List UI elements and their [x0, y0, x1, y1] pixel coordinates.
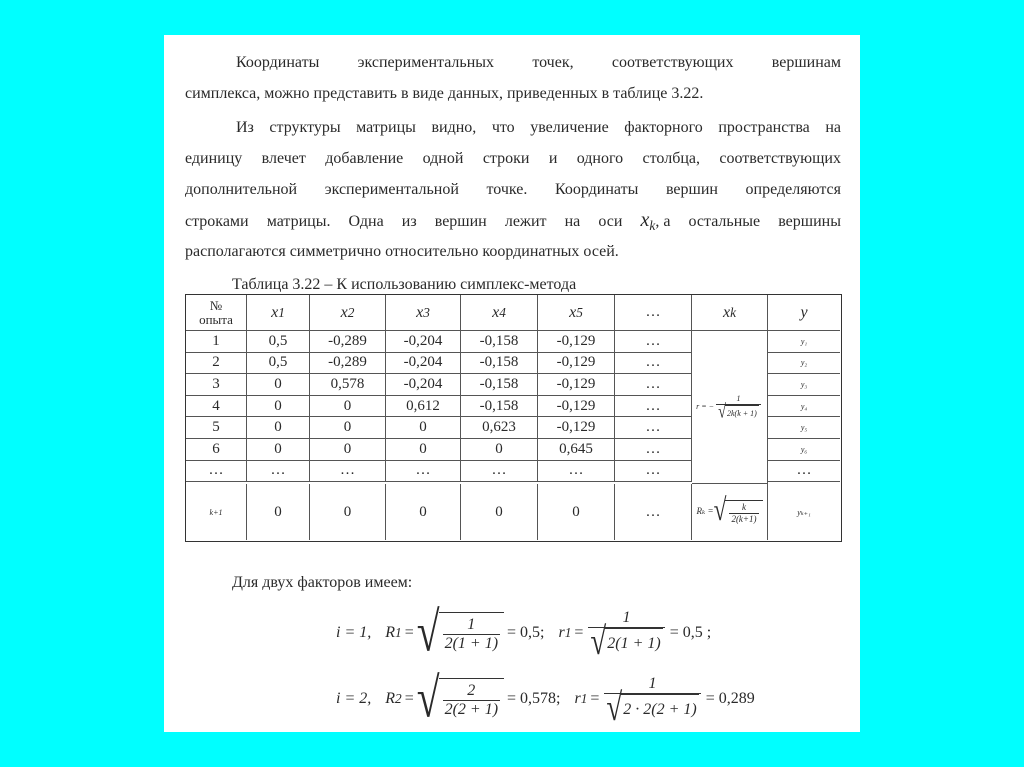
axis-xk — [641, 210, 671, 236]
ellipsis-cell: … — [615, 353, 692, 375]
table-cell: 0 — [310, 417, 386, 439]
word: видно, — [431, 119, 477, 136]
row-number-cell: 1 — [186, 331, 247, 353]
y-response-cell: y₅ — [768, 417, 840, 439]
header-var-sub: 2 — [347, 304, 355, 320]
table-cell: -0,158 — [461, 331, 538, 353]
header-xk — [692, 295, 768, 331]
header-y: y — [768, 295, 840, 331]
word: остальные — [688, 213, 761, 230]
word: и — [548, 150, 558, 167]
table-cell: -0,158 — [461, 353, 538, 375]
row-number-cell: … — [186, 461, 247, 483]
header-x5 — [538, 295, 615, 331]
header-var: x — [416, 303, 424, 321]
table-cell: 0,578 — [310, 374, 386, 396]
word: экспериментальных — [357, 54, 495, 71]
word: на — [564, 213, 581, 230]
R-formula — [696, 492, 762, 529]
R-formula-fraction — [729, 503, 758, 524]
last-row-x1: 0 — [247, 484, 310, 540]
word: оси — [598, 213, 623, 230]
last-row-ellipsis: … — [615, 484, 692, 540]
r-formula-fraction — [716, 393, 761, 423]
last-row-x5: 0 — [538, 484, 615, 540]
sqrt-icon: √ — [606, 686, 623, 730]
y-response-cell: y₁ — [768, 331, 840, 353]
header-x2 — [310, 295, 386, 331]
word: экспериментальной — [324, 181, 459, 198]
eq-R-denominator: 2(2 + 1) — [444, 700, 499, 718]
header-var: x — [271, 303, 279, 321]
sqrt — [606, 686, 698, 730]
var-x: x — [640, 209, 650, 231]
eq-index: i = 2, — [336, 690, 372, 707]
last-row-x2: 0 — [310, 484, 386, 540]
table-cell: … — [386, 461, 461, 483]
sqrt-icon: √ — [718, 400, 726, 423]
table-cell: 0 — [247, 396, 310, 418]
table-cell: 0,612 — [386, 396, 461, 418]
eq-r-numerator: 1 — [622, 609, 631, 627]
eq-sign: = — [404, 624, 414, 641]
header-var: x — [569, 303, 577, 321]
sqrt-body: 2 · 2(2 + 1) — [621, 694, 698, 723]
eq-R: R — [385, 624, 396, 641]
table-cell: 0 — [310, 439, 386, 461]
document-page — [164, 35, 860, 732]
eq-r-numerator: 1 — [648, 675, 657, 693]
word: строками — [185, 213, 249, 230]
table-cell: 0 — [247, 417, 310, 439]
table-cell: -0,289 — [310, 331, 386, 353]
word: столбца, — [642, 150, 700, 167]
table-cell: 0 — [386, 439, 461, 461]
ellipsis-cell: … — [615, 461, 692, 483]
table-cell: … — [538, 461, 615, 483]
eq-R-denominator: 2(1 + 1) — [444, 634, 499, 652]
eq-R: R — [385, 690, 396, 707]
table-cell: 0 — [386, 417, 461, 439]
word: определяются — [745, 181, 841, 198]
header-x4 — [461, 295, 538, 331]
word: Из — [236, 119, 254, 136]
sqrt-body — [725, 500, 762, 524]
ellipsis-cell: … — [615, 396, 692, 418]
sqrt — [590, 620, 662, 664]
eq-r-denominator — [604, 686, 700, 730]
header-var-sub: 3 — [423, 304, 430, 320]
eq-R-value: = 0,5; — [507, 624, 545, 641]
row-number-cell: 6 — [186, 439, 247, 461]
word: факторного — [624, 119, 703, 136]
header-var: x — [340, 303, 348, 321]
r-formula-numerator: 1 — [736, 393, 741, 403]
table-cell: -0,129 — [538, 396, 615, 418]
table-cell: 0 — [247, 374, 310, 396]
word: точке. — [486, 181, 528, 198]
eq-R-fraction — [443, 682, 500, 719]
y-response-cell: … — [768, 461, 840, 483]
word: дополнительной — [185, 181, 298, 198]
table-cell: -0,204 — [386, 331, 461, 353]
table-cell: -0,204 — [386, 374, 461, 396]
table-cell: -0,289 — [310, 353, 386, 375]
eq-index: i = 1, — [336, 624, 372, 641]
var-sub: k — [649, 218, 656, 234]
ellipsis-cell: … — [615, 417, 692, 439]
word: пространства — [718, 119, 810, 136]
word: , а — [655, 213, 671, 230]
row-number-cell: 4 — [186, 396, 247, 418]
r-formula-lhs: r = − — [696, 402, 715, 412]
word: соответствующих — [719, 150, 841, 167]
header-no-symbol: № — [209, 297, 223, 313]
y-response-cell: y₄ — [768, 396, 840, 418]
eq-r: r — [558, 624, 565, 641]
sqrt — [713, 492, 763, 529]
header-ellipsis: … — [615, 295, 692, 331]
sqrt — [718, 400, 759, 423]
paragraph-2-line-3 — [185, 180, 841, 200]
word: Координаты — [554, 181, 639, 198]
sqrt-body: 2(1 + 1) — [605, 628, 662, 657]
eq-r: r — [574, 690, 581, 707]
eq-r-sub: 1 — [564, 625, 572, 640]
eq-R-value: = 0,578; — [507, 690, 561, 707]
header-var-sub: 5 — [576, 304, 583, 320]
table-cell: -0,158 — [461, 374, 538, 396]
header-var: x — [722, 303, 731, 321]
table-cell: 0,5 — [247, 353, 310, 375]
eq-R-fraction — [443, 616, 500, 653]
table-cell: -0,129 — [538, 331, 615, 353]
sqrt-icon: √ — [416, 600, 440, 663]
table-cell: -0,129 — [538, 374, 615, 396]
R-formula-cell — [692, 484, 768, 540]
row-number-cell: 5 — [186, 417, 247, 439]
word: лежит — [504, 213, 547, 230]
r-formula-cell — [692, 331, 768, 484]
word: точек, — [532, 54, 574, 71]
eq-sign: = — [590, 690, 600, 707]
sqrt-body — [439, 678, 504, 720]
word: структуры — [269, 119, 341, 136]
word: увеличение — [530, 119, 609, 136]
eq-r-value: = 0,289 — [705, 690, 755, 707]
word: что — [491, 119, 515, 136]
table-cell: -0,129 — [538, 417, 615, 439]
eq-r-denominator — [588, 620, 664, 664]
eq-sign: = — [404, 690, 414, 707]
table-cell: -0,129 — [538, 353, 615, 375]
sqrt-icon: √ — [590, 620, 607, 664]
word: матрицы — [356, 119, 416, 136]
paragraph-1-line-1 — [236, 53, 841, 73]
word: вершинам — [771, 54, 841, 71]
table-cell: 0,623 — [461, 417, 538, 439]
R-formula-denominator: 2(k+1) — [731, 513, 757, 524]
r-formula — [696, 393, 763, 423]
paragraph-2-line-4 — [185, 210, 841, 236]
header-var-sub: k — [730, 304, 737, 320]
y-response-cell: y₂ — [768, 353, 840, 375]
sqrt-body — [439, 612, 504, 654]
y-response-cell: y₃ — [768, 374, 840, 396]
eq-r-sub: 1 — [580, 691, 588, 706]
eq-r-fraction — [588, 609, 664, 664]
word: влечет — [261, 150, 306, 167]
header-experiment-no — [186, 295, 247, 331]
ellipsis-cell: … — [615, 374, 692, 396]
header-var-sub: 4 — [499, 304, 506, 320]
eq-R-numerator: 2 — [467, 682, 476, 699]
sqrt-icon: √ — [416, 666, 440, 729]
table-cell: 0,645 — [538, 439, 615, 461]
word: матрицы. — [266, 213, 331, 230]
paragraph-2-line-1 — [236, 118, 841, 138]
sqrt-body: 2k(k + 1) — [725, 405, 759, 419]
word: вершин — [665, 181, 718, 198]
paragraph-2-line-2 — [185, 149, 841, 169]
eq-r-value: = 0,5 ; — [669, 624, 712, 641]
eq-R-numerator: 1 — [467, 616, 476, 633]
word: строки — [482, 150, 530, 167]
two-factors-heading: Для двух факторов имеем: — [232, 574, 413, 591]
equation-2 — [336, 666, 755, 730]
y-response-cell: y₆ — [768, 439, 840, 461]
header-no-label: опыта — [199, 311, 233, 327]
header-x3 — [386, 295, 461, 331]
table-cell: 0 — [247, 439, 310, 461]
table-cell: -0,204 — [386, 353, 461, 375]
sqrt — [416, 600, 504, 663]
simplex-table — [185, 294, 842, 542]
row-number-cell: 3 — [186, 374, 247, 396]
R-formula-lhs: Rₖ = — [696, 506, 714, 517]
row-number-cell: 2 — [186, 353, 247, 375]
table-cell: … — [461, 461, 538, 483]
table-cell: … — [310, 461, 386, 483]
header-var: x — [492, 303, 500, 321]
paragraph-2-line-5: располагаются симметрично относительно координатных осей. — [185, 243, 619, 260]
eq-R-sub: 1 — [395, 625, 402, 640]
R-formula-numerator: k — [741, 501, 746, 512]
last-row-no: k+1 — [186, 484, 247, 540]
last-row-x3: 0 — [386, 484, 461, 540]
eq-r-fraction — [604, 675, 700, 730]
word: единицу — [185, 150, 243, 167]
r-formula-denominator — [716, 400, 761, 423]
header-var-sub: 1 — [278, 304, 285, 320]
last-row-y: yₖ₊₁ — [797, 507, 811, 517]
equation-1 — [336, 600, 712, 664]
last-row-x4: 0 — [461, 484, 538, 540]
word: одного — [576, 150, 624, 167]
sqrt — [416, 666, 504, 729]
table-cell: -0,158 — [461, 396, 538, 418]
table-cell: … — [247, 461, 310, 483]
ellipsis-cell: … — [615, 439, 692, 461]
header-x1 — [247, 295, 310, 331]
ellipsis-cell: … — [615, 331, 692, 353]
eq-R-sub: 2 — [395, 691, 402, 706]
word: Одна — [348, 213, 384, 230]
word: соответствующих — [611, 54, 734, 71]
sqrt-icon: √ — [713, 492, 727, 529]
word: вершин — [434, 213, 487, 230]
table-cell: 0,5 — [247, 331, 310, 353]
table-cell: 0 — [461, 439, 538, 461]
eq-sign: = — [574, 624, 584, 641]
word: добавление — [325, 150, 404, 167]
paragraph-1-line-2: симплекса, можно представить в виде данных, приведенных в таблице 3.22. — [185, 85, 704, 102]
word: из — [401, 213, 417, 230]
table-cell: 0 — [310, 396, 386, 418]
word: Координаты — [236, 54, 320, 71]
table-caption: Таблица 3.22 – К использованию симплекс-метода — [232, 276, 577, 293]
word: одной — [422, 150, 464, 167]
word: на — [825, 119, 841, 136]
word: вершины — [778, 213, 841, 230]
